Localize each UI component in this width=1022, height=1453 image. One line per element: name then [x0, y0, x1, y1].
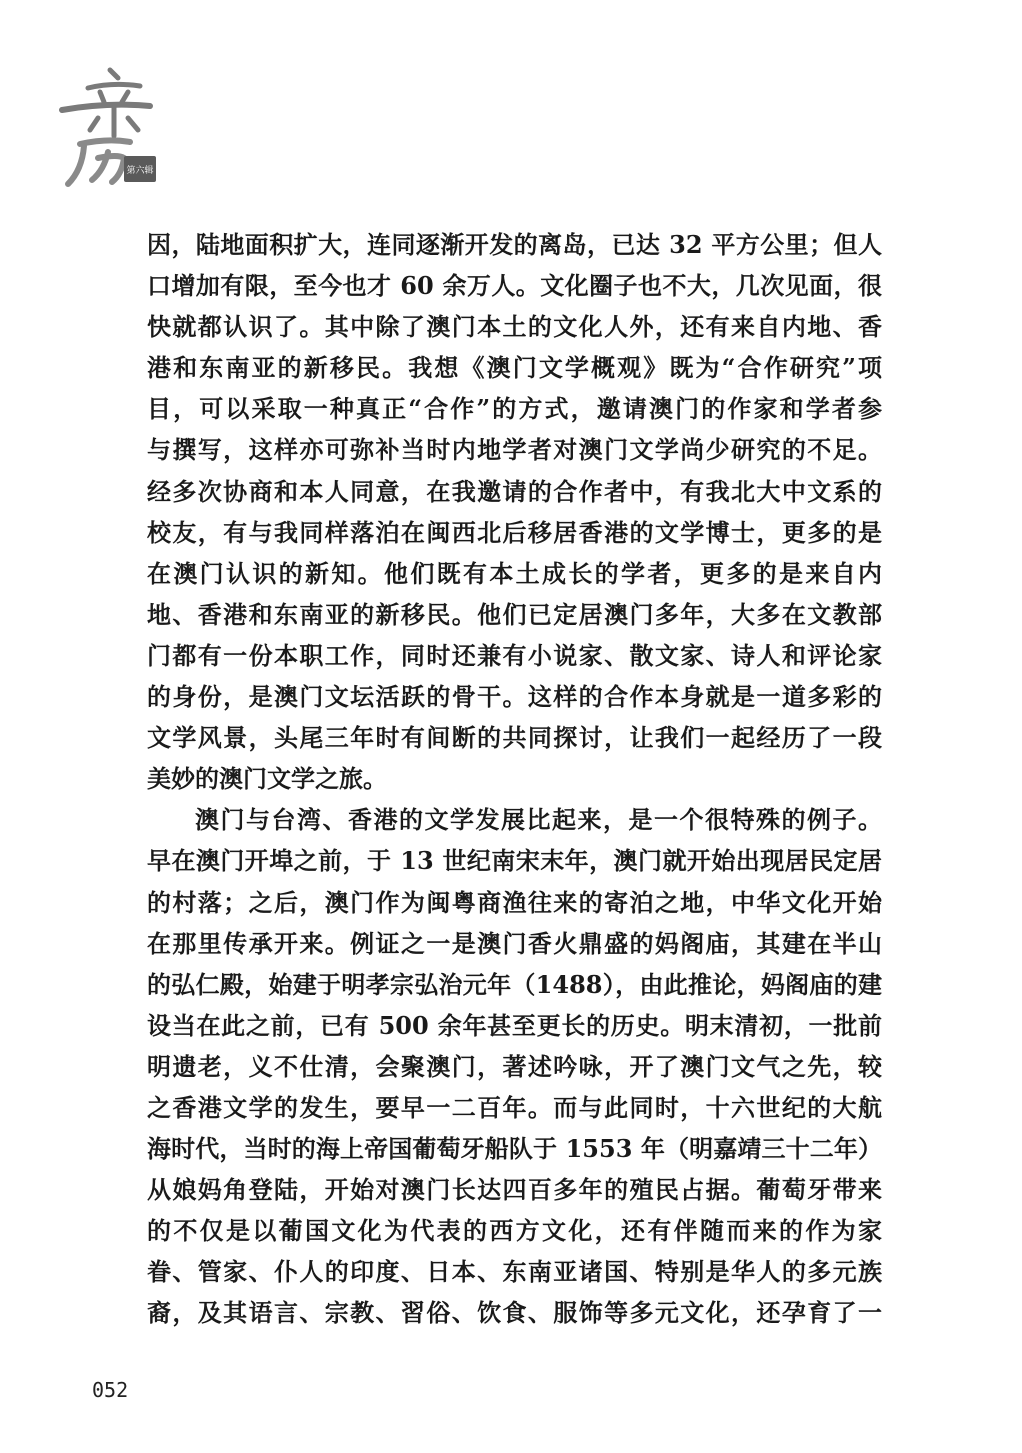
text-line: 眷、管家、仆人的印度、日本、东南亚诸国、特别是华人的多元族	[147, 1257, 882, 1287]
text-line: 之香港文学的发生，要早一二百年。而与此同时，十六世纪的大航	[147, 1092, 882, 1122]
text-line: 的不仅是以葡国文化为代表的西方文化，还有伴随而来的作为家	[147, 1216, 882, 1246]
text-line: 与撰写，这样亦可弥补当时内地学者对澳门文学尚少研究的不足。	[147, 435, 882, 465]
text-line: 口增加有限，至今也才 60 余万人。文化圈子也不大，几次见面，很	[147, 271, 882, 301]
text-line: 裔，及其语言、宗教、習俗、饮食、服饰等多元文化，还孕育了一	[147, 1298, 882, 1328]
text-line: 从娘妈角登陆，开始对澳门长达四百多年的殖民占据。葡萄牙带来	[147, 1175, 882, 1205]
body-text	[147, 224, 882, 1334]
text-line: 经多次协商和本人同意，在我邀请的合作者中，有我北大中文系的	[147, 476, 882, 506]
text-line: 因，陆地面积扩大，连同逐渐开发的离岛，已达 32 平方公里；但人	[147, 230, 882, 259]
text-line: 的弘仁殿，始建于明孝宗弘治元年（1488），由此推论，妈阁庙的建	[147, 969, 882, 999]
book-series-logo	[58, 62, 158, 192]
text-line: 澳门与台湾、香港的文学发展比起来，是一个很特殊的例子。	[195, 805, 882, 835]
text-line: 设当在此之前，已有 500 余年甚至更长的历史。明末清初，一批前	[147, 1010, 882, 1040]
text-line: 文学风景，头尾三年时有间断的共同探讨，让我们一起经历了一段	[147, 723, 882, 753]
text-line: 目，可以采取一种真正“合作”的方式，邀请澳门的作家和学者参	[147, 394, 882, 424]
text-line: 美妙的澳门文学之旅。	[147, 764, 387, 794]
text-line: 在澳门认识的新知。他们既有本土成长的学者，更多的是来自内	[147, 558, 882, 588]
text-line: 地、香港和东南亚的新移民。他们已定居澳门多年，大多在文教部	[147, 599, 882, 629]
text-line: 快就都认识了。其中除了澳门本土的文化人外，还有来自内地、香	[147, 312, 882, 342]
text-line: 海时代，当时的海上帝国葡萄牙船队于 1553 年（明嘉靖三十二年）	[147, 1134, 882, 1164]
series-number-label: 第六辑	[126, 166, 154, 176]
text-line: 明遗老，义不仕清，会聚澳门，著述吟咏，开了澳门文气之先，较	[147, 1051, 882, 1081]
text-line: 门都有一份本职工作，同时还兼有小说家、散文家、诗人和评论家	[147, 640, 882, 670]
text-line: 校友，有与我同样落泊在闽西北后移居香港的文学博士，更多的是	[147, 517, 882, 547]
text-line: 早在澳门开埠之前，于 13 世纪南宋末年，澳门就开始出现居民定居	[147, 846, 882, 876]
text-line: 港和东南亚的新移民。我想《澳门文学概观》既为“合作研究”项	[147, 353, 882, 383]
text-line: 的村落；之后，澳门作为闽粤商渔往来的寄泊之地，中华文化开始	[147, 887, 882, 917]
text-line: 在那里传承开来。例证之一是澳门香火鼎盛的妈阁庙，其建在半山	[147, 928, 882, 958]
page-number: 052	[92, 1378, 129, 1402]
text-line: 的身份，是澳门文坛活跃的骨干。这样的合作本身就是一道多彩的	[147, 682, 882, 712]
